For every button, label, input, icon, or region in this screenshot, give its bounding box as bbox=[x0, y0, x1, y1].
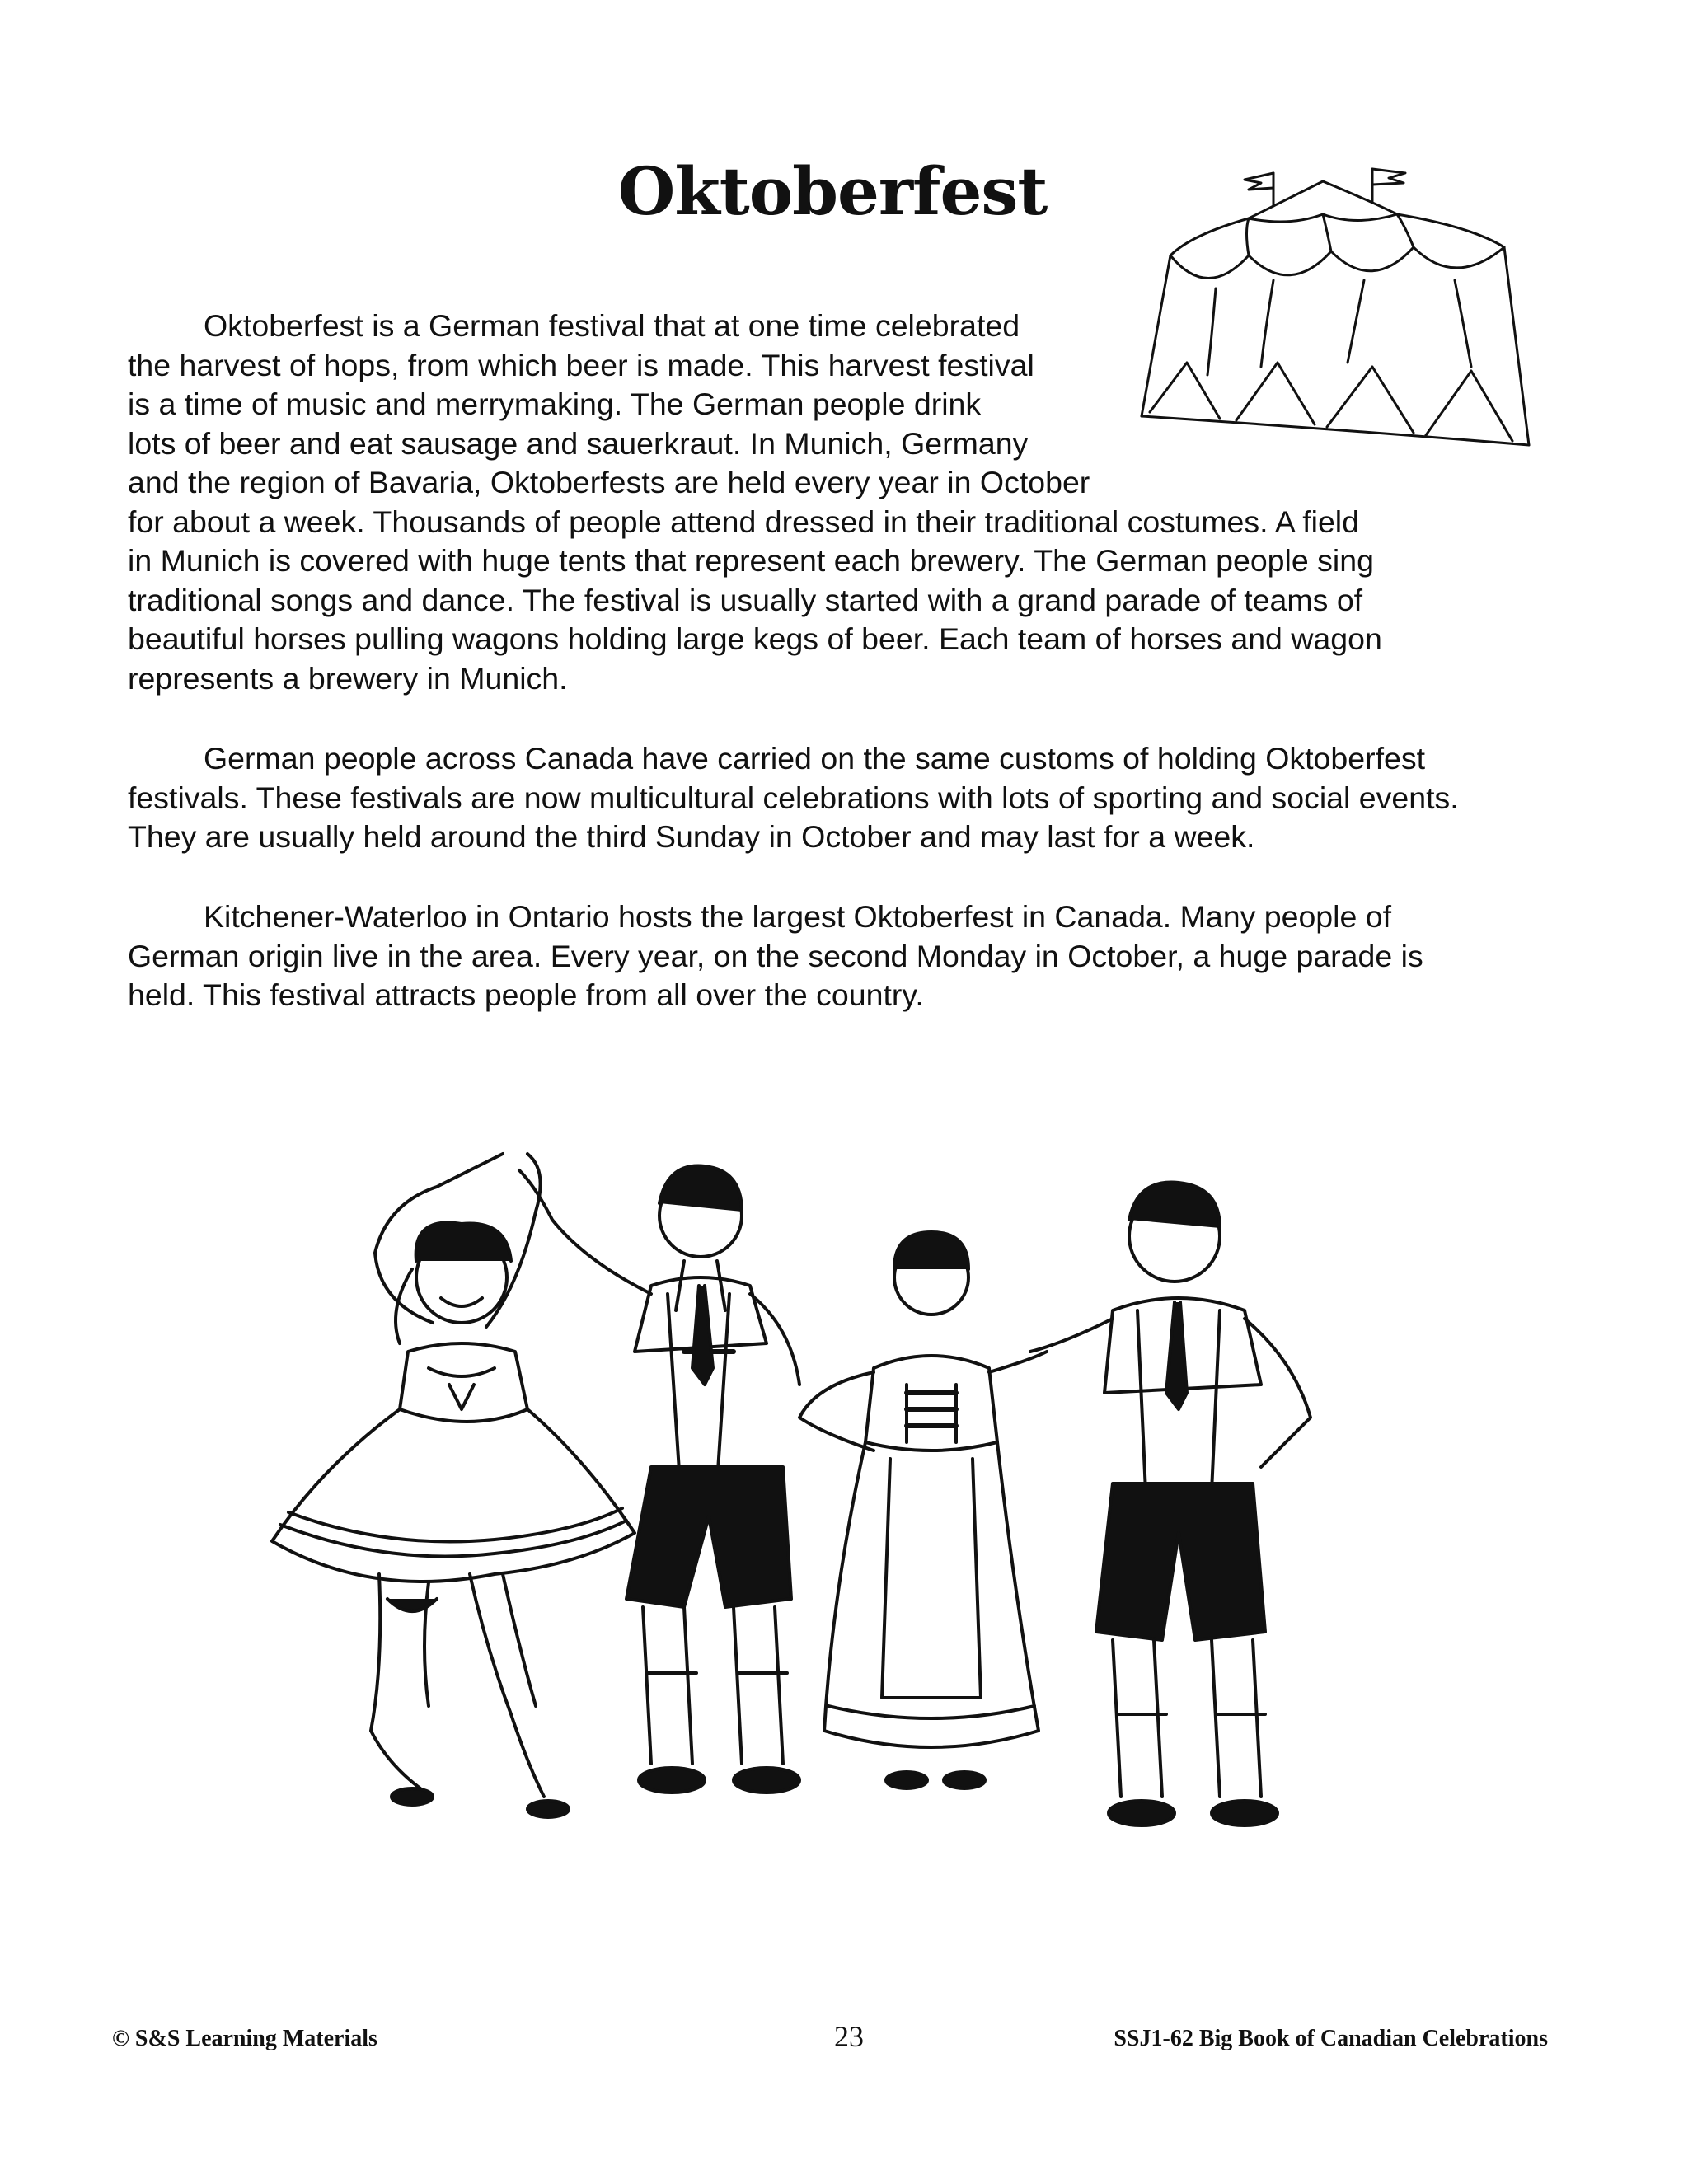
paragraph-2-line: German people across Canada have carried on the same customs of holding Oktoberfest bbox=[204, 741, 1426, 776]
paragraph-3-line: Kitchener-Waterloo in Ontario hosts the largest Oktoberfest in Canada. Many people of bbox=[204, 899, 1392, 934]
paragraph-1 bbox=[128, 307, 1529, 698]
dancer-woman-center-right bbox=[799, 1232, 1047, 1788]
paragraph-3 bbox=[128, 898, 1545, 1015]
paragraph-1-line: beautiful horses pulling wagons holding large kegs of beer. Each team of horses and wagon bbox=[128, 621, 1382, 656]
paragraph-2-line: They are usually held around the third Sunday in October and may last for a week. bbox=[128, 819, 1255, 854]
footer-book-title: SSJ1-62 Big Book of Canadian Celebrations bbox=[1114, 2026, 1548, 2051]
paragraph-1-line: represents a brewery in Munich. bbox=[128, 660, 568, 696]
paragraph-2-line: festivals. These festivals are now multicultural celebrations with lots of sporting and social events. bbox=[128, 780, 1459, 815]
dancer-woman-left bbox=[272, 1154, 635, 1817]
paragraph-2 bbox=[128, 739, 1545, 857]
paragraph-1-line: lots of beer and eat sausage and sauerkraut. In Munich, Germany bbox=[128, 425, 1029, 461]
page-number: 23 bbox=[834, 2020, 864, 2053]
paragraph-3-line: German origin live in the area. Every year, on the second Monday in October, a huge parade is bbox=[128, 938, 1423, 973]
footer-copyright: © S&S Learning Materials bbox=[112, 2026, 377, 2051]
dancer-man-center-left bbox=[519, 1166, 799, 1793]
page-title: Oktoberfest bbox=[617, 152, 1048, 230]
page-footer bbox=[0, 2020, 1688, 2067]
dancers-illustration bbox=[223, 1137, 1352, 1920]
paragraph-1-line: traditional songs and dance. The festival is usually started with a grand parade of teams of bbox=[128, 582, 1363, 617]
paragraph-1-line: and the region of Bavaria, Oktoberfests are held every year in October bbox=[128, 465, 1090, 499]
dancer-man-right bbox=[1030, 1183, 1311, 1825]
paragraph-1-line: Oktoberfest is a German festival that at one time celebrated bbox=[204, 308, 1020, 343]
paragraph-1-line: for about a week. Thousands of people attend dressed in their traditional costumes. A field bbox=[128, 504, 1359, 539]
paragraph-1-line: the harvest of hops, from which beer is made. This harvest festival bbox=[128, 347, 1034, 382]
paragraph-1-line: in Munich is covered with huge tents that represent each brewery. The German people sing bbox=[128, 543, 1374, 578]
paragraph-1-line: is a time of music and merrymaking. The German people drink bbox=[128, 387, 982, 421]
paragraph-3-line: held. This festival attracts people from all over the country. bbox=[128, 977, 924, 1012]
